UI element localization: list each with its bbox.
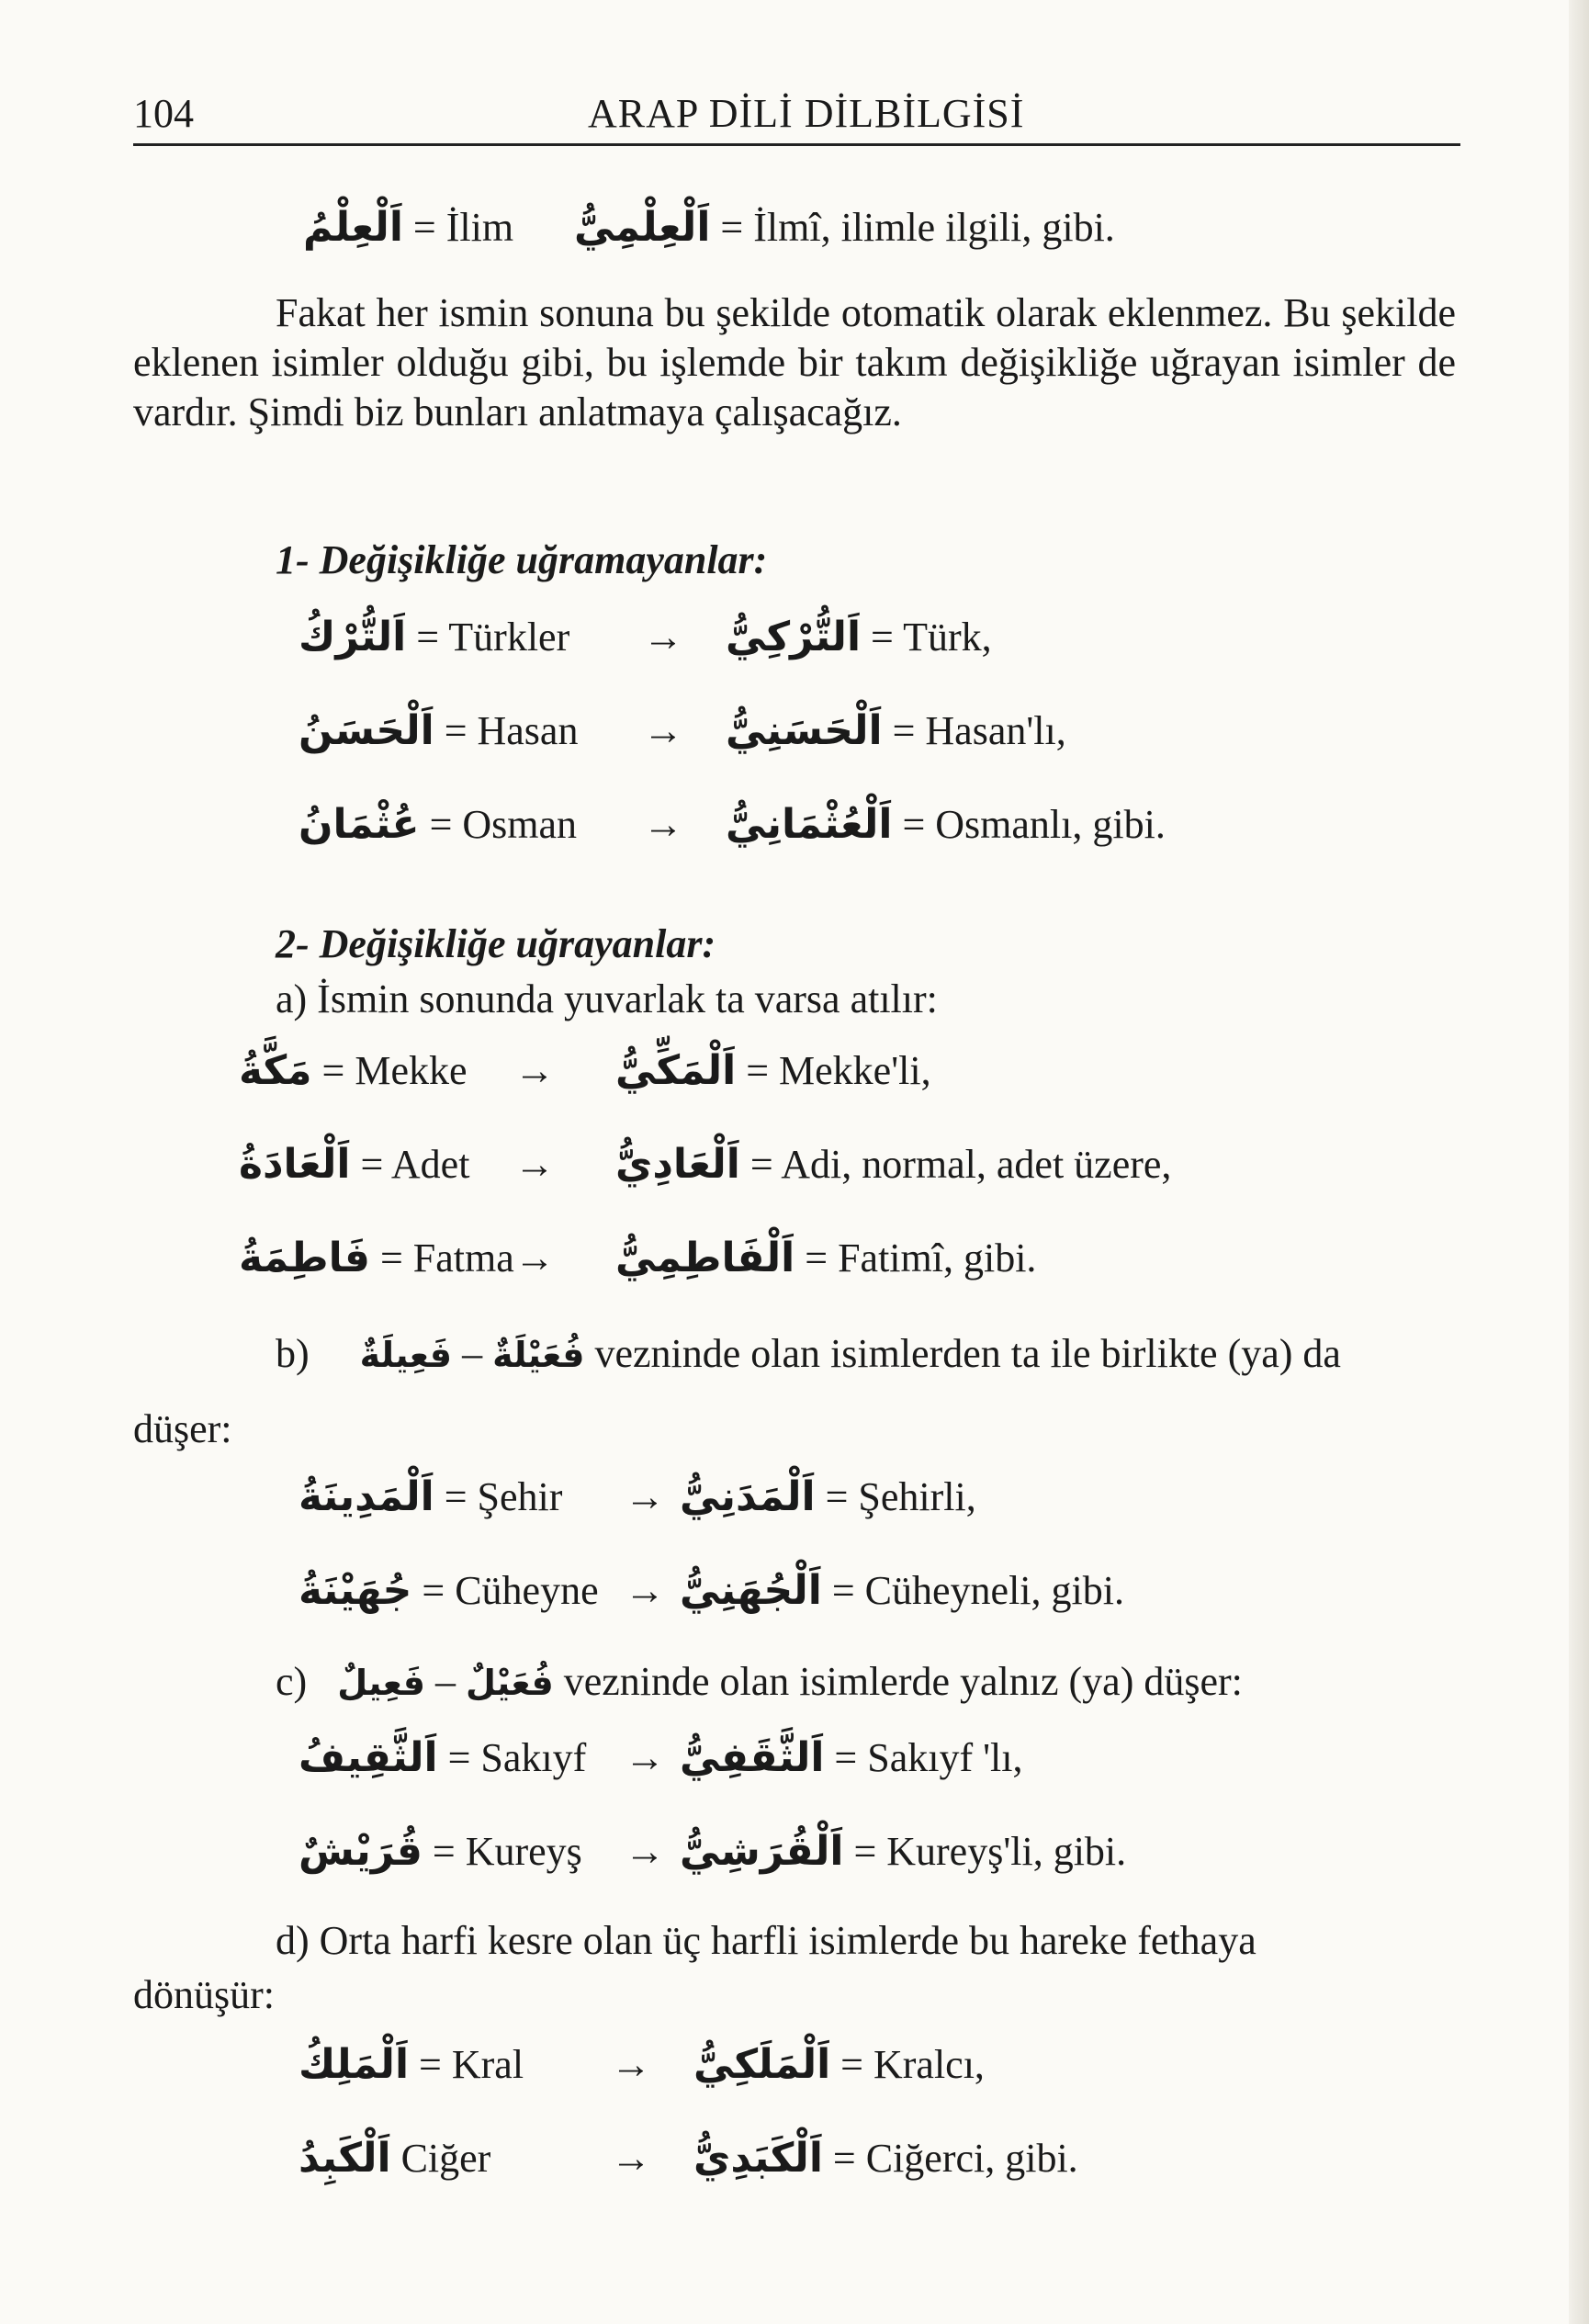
arabic-pattern: فُعَيْلٌ xyxy=(465,1663,554,1703)
arabic-word: اَلْعَادِيُّ xyxy=(615,1141,740,1188)
arabic-word: قُرَيْشٌ xyxy=(299,1828,423,1875)
example-source xyxy=(299,614,569,660)
example-result xyxy=(680,1734,1023,1781)
section1-heading: 1- Değişikliğe uğramayanlar: xyxy=(276,537,768,582)
arrow-icon: → xyxy=(625,1735,665,1780)
arabic-word: اَلتُّرْكِيُّ xyxy=(726,614,862,660)
page-edge xyxy=(1569,0,1589,2324)
intro-example xyxy=(303,204,513,251)
section2-heading: 2- Değişikliğe uğrayanlar: xyxy=(276,921,716,966)
example-source xyxy=(299,801,577,848)
translation: = Hasan xyxy=(434,708,579,753)
intro-example-2 xyxy=(574,204,1115,251)
paragraph-text: Fakat her ismin sonuna bu şekilde otomatik olarak eklenmez. Bu şekilde eklenen isimler olduğu gibi, bu işlemde bir takım değişikliğe uğrayan isimler de vardır. Şimdi biz bunları anlatmaya çalışacağız. xyxy=(133,290,1456,434)
example-result xyxy=(680,1567,1124,1614)
arrow-icon: → xyxy=(625,1829,665,1874)
arabic-word: اَلْقُرَشِيُّ xyxy=(680,1828,844,1875)
example-result xyxy=(693,2135,1078,2182)
arabic-word: اَلْحَسَنُ xyxy=(299,707,434,754)
translation: = Kral xyxy=(409,2042,524,2087)
translation: = İlmî, ilimle ilgili, gibi. xyxy=(720,205,1115,250)
example-source xyxy=(299,1828,582,1875)
translation: = İlim xyxy=(412,205,514,250)
arabic-word: اَلْمَدِينَةُ xyxy=(299,1473,434,1520)
b-label: b) xyxy=(276,1331,310,1376)
translation: = Cüheyneli, gibi. xyxy=(821,1568,1124,1613)
header-rule xyxy=(133,143,1460,146)
arabic-word: اَلْعِلْمُ xyxy=(303,204,403,251)
running-title: ARAP DİLİ DİLBİLGİSİ xyxy=(588,91,1025,136)
translation: = Sakıyf xyxy=(437,1735,587,1780)
example-result xyxy=(726,614,992,660)
translation: = Mekke'li, xyxy=(736,1048,931,1093)
arabic-word: اَلْمَكِّيُّ xyxy=(615,1047,737,1094)
example-result xyxy=(680,1473,976,1520)
translation: = Mekke xyxy=(311,1048,468,1093)
translation: = Türk, xyxy=(861,615,992,660)
example-source xyxy=(299,707,578,754)
translation: = Adi, normal, adet üzere, xyxy=(739,1142,1172,1187)
arabic-pattern: فُعَيْلَةٌ xyxy=(492,1335,585,1375)
arabic-word: اَلْعُثْمَانِيُّ xyxy=(726,801,893,848)
example-source xyxy=(299,1567,599,1614)
b-text: vezninde olan isimlerden ta ile birlikte (ya) da xyxy=(594,1331,1341,1376)
example-source xyxy=(239,1141,469,1188)
translation: = Kralcı, xyxy=(830,2042,985,2087)
section2-a-text: a) İsmin sonunda yuvarlak ta varsa atılır: xyxy=(276,976,938,1021)
c-label: c) xyxy=(276,1659,308,1704)
example-source xyxy=(299,2135,490,2182)
arabic-pattern: فَعِيلَةٌ xyxy=(359,1335,453,1375)
translation: = Osmanlı, gibi. xyxy=(892,802,1166,847)
arrow-icon: → xyxy=(514,1048,555,1093)
arabic-word: اَلتُّرْكُ xyxy=(299,614,407,660)
intro-paragraph xyxy=(133,288,1456,437)
arrow-icon: → xyxy=(611,2136,651,2181)
example-source xyxy=(239,1235,514,1281)
translation: = Fatimî, gibi. xyxy=(794,1235,1037,1280)
arabic-word: اَلْحَسَنِيُّ xyxy=(726,707,883,754)
example-source xyxy=(239,1047,468,1094)
translation: = Hasan'lı, xyxy=(882,708,1066,753)
dash: – xyxy=(434,1659,456,1704)
arrow-icon: → xyxy=(625,1568,665,1613)
page-number: 104 xyxy=(133,91,194,136)
arrow-icon: → xyxy=(625,1474,665,1519)
translation: = Kureyş xyxy=(422,1829,582,1874)
arabic-word: اَلْعِلْمِيُّ xyxy=(574,204,711,251)
example-result xyxy=(726,707,1066,754)
arabic-word: اَلْعَادَةُ xyxy=(239,1141,351,1188)
arabic-word: اَلْكَبِدُ xyxy=(299,2135,391,2182)
arrow-icon: → xyxy=(514,1235,555,1280)
arabic-word: اَلْمَلِكُ xyxy=(299,2041,410,2088)
translation: Ciğer xyxy=(390,2136,491,2181)
translation: = Cüheyne xyxy=(411,1568,599,1613)
arabic-word: اَلْمَدَنِيُّ xyxy=(680,1473,816,1520)
dash: – xyxy=(462,1331,483,1376)
example-result xyxy=(615,1235,1036,1281)
arabic-pattern: فَعِيلٌ xyxy=(337,1663,425,1703)
arrow-icon: → xyxy=(611,2042,651,2087)
translation: = Osman xyxy=(419,802,578,847)
arabic-word: اَلْجُهَنِيُّ xyxy=(680,1567,822,1614)
arrow-icon: → xyxy=(643,615,683,660)
example-result xyxy=(726,801,1166,848)
example-result xyxy=(680,1828,1126,1875)
arabic-word: اَلْفَاطِمِيُّ xyxy=(615,1235,795,1281)
example-source xyxy=(299,2041,524,2088)
arabic-word: فَاطِمَةُ xyxy=(239,1235,370,1281)
arabic-word: جُهَيْنَةُ xyxy=(299,1567,412,1614)
arrow-icon: → xyxy=(643,802,683,847)
translation: = Şehir xyxy=(434,1474,563,1519)
translation: = Ciğerci, gibi. xyxy=(822,2136,1078,2181)
example-source xyxy=(299,1473,562,1520)
example-result xyxy=(693,2041,985,2088)
arrow-icon: → xyxy=(514,1142,555,1187)
translation: = Kureyş'li, gibi. xyxy=(843,1829,1127,1874)
arabic-word: اَلثَّقِيفُ xyxy=(299,1734,438,1781)
translation: = Şehirli, xyxy=(815,1474,976,1519)
section2-b-line xyxy=(276,1330,1341,1377)
example-result xyxy=(615,1141,1171,1188)
translation: = Adet xyxy=(350,1142,470,1187)
arrow-icon: → xyxy=(643,708,683,753)
arabic-word: اَلْمَلَكِيُّ xyxy=(693,2041,831,2088)
translation: = Türkler xyxy=(406,615,570,660)
c-text: vezninde olan isimlerde yalnız (ya) düşer: xyxy=(563,1659,1243,1704)
arabic-word: اَلثَّقَفِيُّ xyxy=(680,1734,825,1781)
section2-c-line xyxy=(276,1658,1243,1705)
translation: = Sakıyf 'lı, xyxy=(824,1735,1023,1780)
arabic-word: عُثْمَانُ xyxy=(299,801,420,848)
section2-b-cont: düşer: xyxy=(133,1406,232,1451)
example-source xyxy=(299,1734,586,1781)
section2-d-text: d) Orta harfi kesre olan üç harfli isimlerde bu hareke fethaya xyxy=(276,1918,1257,1963)
section2-d-cont: dönüşür: xyxy=(133,1972,275,2017)
example-result xyxy=(615,1047,931,1094)
translation: = Fatma xyxy=(369,1235,514,1280)
arabic-word: مَكَّةُ xyxy=(239,1047,312,1094)
arabic-word: اَلْكَبَدِيُّ xyxy=(693,2135,823,2182)
